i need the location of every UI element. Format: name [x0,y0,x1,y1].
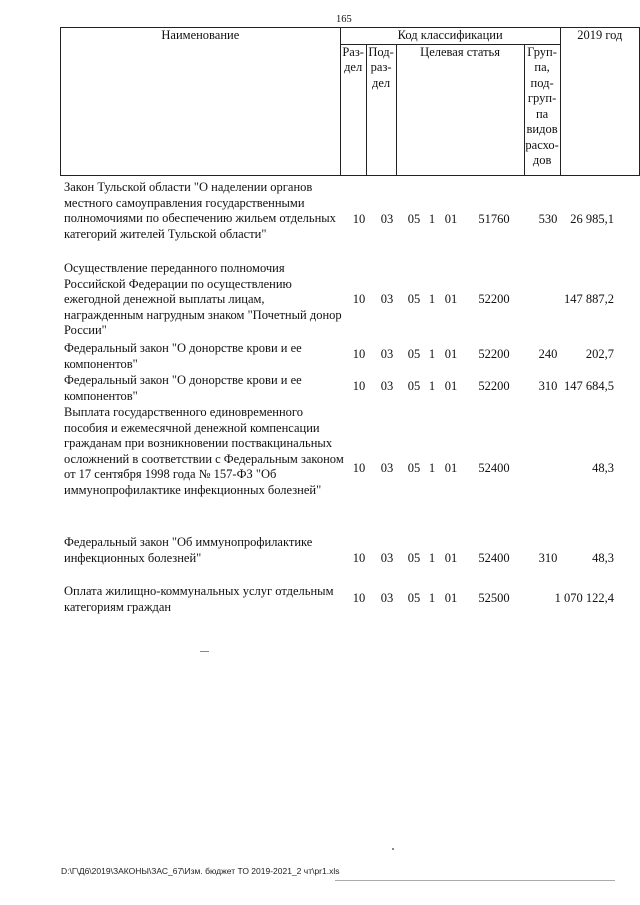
header-name-column: Наименование [61,28,341,176]
row-target-4: 51760 [478,212,510,226]
table-row [60,535,620,575]
row-name: Закон Тульской области "О наделении органов местного самоуправления государственными полномочиями по обеспечению жильем отдельных категорий жителей Тульской области" [64,180,336,241]
row-group: 310 [538,551,558,565]
table-row [60,373,620,405]
row-amount: 202,7 [585,347,614,361]
row-podrazdel: 03 [380,212,394,226]
row-target-3: 01 [444,292,458,306]
row-amount: 147 887,2 [564,292,614,306]
page-number: 165 [336,14,352,25]
table-row [60,180,620,250]
row-podrazdel: 03 [380,379,394,393]
table-header [60,27,640,176]
table-row [60,341,620,373]
scan-speck [392,848,394,850]
table-row [60,584,620,624]
row-amount: 1 070 122,4 [554,591,614,605]
row-target-1: 05 [407,551,421,565]
header-classification-code: Код классификации [340,28,560,45]
row-target-3: 01 [444,551,458,565]
row-target-2: 1 [428,461,436,475]
row-podrazdel: 03 [380,551,394,565]
row-target-1: 05 [407,347,421,361]
row-target-4: 52200 [478,379,510,393]
row-podrazdel: 03 [380,461,394,475]
row-target-3: 01 [444,379,458,393]
row-name: Федеральный закон "О донорстве крови и ее компонентов" [64,341,302,371]
row-amount: 48,3 [592,461,614,475]
row-razdel: 10 [352,347,366,361]
row-podrazdel: 03 [380,292,394,306]
header-target-article: Целевая статья [396,44,524,175]
row-podrazdel: 03 [380,591,394,605]
table-row [60,405,620,517]
row-razdel: 10 [352,379,366,393]
header-podrazdel: Под- раз- дел [366,44,396,175]
scan-line [335,880,615,881]
row-target-2: 1 [428,347,436,361]
scan-speck [200,651,209,652]
row-target-3: 01 [444,212,458,226]
row-podrazdel: 03 [380,347,394,361]
header-expense-group: Груп- па, под- груп- па видов расхо- дов [524,44,560,175]
row-amount: 26 985,1 [570,212,614,226]
row-target-1: 05 [407,591,421,605]
row-target-2: 1 [428,551,436,565]
row-target-1: 05 [407,212,421,226]
row-target-4: 52400 [478,461,510,475]
row-group: 530 [538,212,558,226]
row-target-3: 01 [444,591,458,605]
row-target-2: 1 [428,292,436,306]
row-target-2: 1 [428,591,436,605]
row-amount: 48,3 [592,551,614,565]
row-target-1: 05 [407,461,421,475]
row-group: 310 [538,379,558,393]
row-name: Осуществление переданного полномочия Российской Федерации по осуществлению ежегодной денежной выплаты лицам, награжденным нагрудным знаком "Почетный донор России" [64,261,342,338]
row-target-1: 05 [407,292,421,306]
row-amount: 147 684,5 [564,379,614,393]
row-target-3: 01 [444,347,458,361]
row-target-4: 52200 [478,292,510,306]
row-razdel: 10 [352,212,366,226]
row-razdel: 10 [352,591,366,605]
row-target-4: 52400 [478,551,510,565]
header-year-column: 2019 год [560,28,639,176]
row-name: Оплата жилищно-коммунальных услуг отдельным категориям граждан [64,584,334,614]
file-path-footer: D:\Г\Д6\2019\ЗАКОНЫ\ЗАС_67\Изм. бюджет ТО 2019-2021_2 чт\pr1.xls [61,866,340,876]
row-target-1: 05 [407,379,421,393]
row-razdel: 10 [352,292,366,306]
row-razdel: 10 [352,461,366,475]
row-target-4: 52500 [478,591,510,605]
row-razdel: 10 [352,551,366,565]
row-name: Федеральный закон "Об иммунопрофилактике инфекционных болезней" [64,535,313,565]
row-group: 240 [538,347,558,361]
table-row [60,261,620,341]
row-target-4: 52200 [478,347,510,361]
row-name: Выплата государственного единовременного пособия и ежемесячной денежной компенсации гражданам при возникновении поствакцинальных осложнений в соответствии с Федеральным законом от 17 сентября 1998 года № 157-ФЗ "Об иммунопрофилактике инфекционных болезней" [64,405,344,497]
row-target-3: 01 [444,461,458,475]
row-name: Федеральный закон "О донорстве крови и ее компонентов" [64,373,302,403]
row-target-2: 1 [428,379,436,393]
row-target-2: 1 [428,212,436,226]
header-razdel: Раз- дел [340,44,366,175]
